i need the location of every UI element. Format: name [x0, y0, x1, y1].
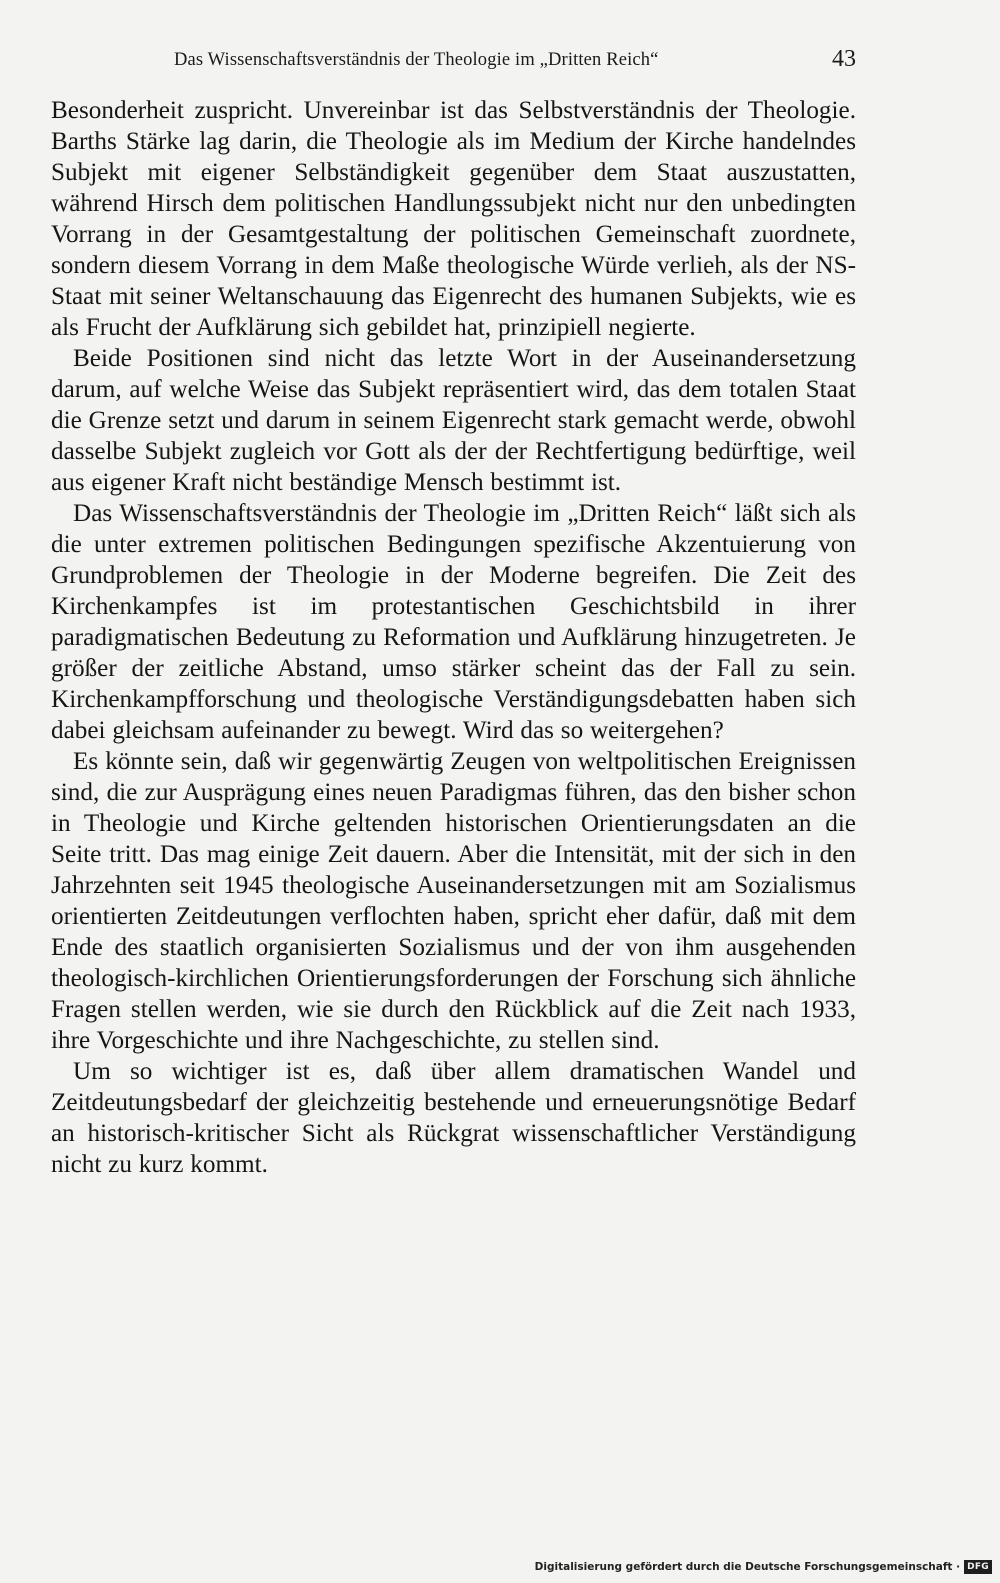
paragraph-2: Beide Positionen sind nicht das letzte Wort in der Auseinandersetzung darum, auf welche Weise das Subjekt repräsentiert wird, das dem totalen Staat die Grenze setzt und darum in seinem Eigenrecht stark gemacht werde, obwohl dasselbe Subjekt zugleich vor Gott als der der Rechtfertigung bedürftige, weil aus eigener Kraft nicht beständige Mensch bestimmt ist. [51, 345, 856, 496]
paragraph-3: Das Wissenschaftsverständnis der Theologie im „Dritten Reich“ läßt sich als die unter extremen politischen Bedingungen spezifische Akzentuierung von Grundproblemen der Theologie in der Moderne begreifen. Die Zeit des Kirchenkampfes ist im protestantischen Geschichtsbild in ihrer paradigmatischen Bedeutung zu Reformation und Aufklärung hinzugetreten. Je größer der zeitliche Abstand, umso stärker scheint das der Fall zu sein. Kirchenkampfforschung und theologische Verständigungsdebatten haben sich dabei gleichsam aufeinander zu bewegt. Wird das so weitergehen? [51, 500, 856, 744]
footer-credit: Digitalisierung gefördert durch die Deutsche Forschungsgemeinschaft · [534, 1561, 961, 1573]
paragraph-4: Es könnte sein, daß wir gegenwärtig Zeugen von weltpolitischen Ereignissen sind, die zur Ausprägung eines neuen Paradigmas führen, das den bisher schon in Theologie und Kirche geltenden historischen Orientierungsdaten an die Seite tritt. Das mag einige Zeit dauern. Aber die Intensität, mit der sich in den Jahrzehnten seit 1945 theologische Auseinandersetzungen mit am Sozialismus orientierten Zeitdeutungen verflochten haben, spricht eher dafür, daß mit dem Ende des staatlich organisierten Sozialismus und der von ihm ausgehenden theologisch-kirchlichen Orientierungsforderungen der Forschung sich ähnliche Fragen stellen werden, wie sie durch den Rückblick auf die Zeit nach 1933, ihre Vorgeschichte und ihre Nachgeschichte, zu stellen sind. [51, 748, 856, 1054]
dfg-logo-icon: DFG [964, 1560, 992, 1574]
paragraph-5: Um so wichtiger ist es, daß über allem dramatischen Wandel und Zeitdeutungsbedarf der gleichzeitig bestehende und erneuerungsnötige Bedarf an historisch-kritischer Sicht als Rückgrat wissenschaftlicher Verständigung nicht zu kurz kommt. [51, 1058, 856, 1178]
paragraph-1: Besonderheit zuspricht. Unvereinbar ist das Selbstverständnis der Theologie. Barths Stärke lag darin, die Theologie als im Medium der Kirche handelndes Subjekt mit eigener Selbständigkeit gegenüber dem Staat auszustatten, während Hirsch dem politischen Handlungssubjekt nicht nur den unbedingten Vorrang in der Gesamtgestaltung der politischen Gemeinschaft zuordnete, sondern diesem Vorrang in dem Maße theologische Würde verlieh, als der NS-Staat mit seiner Weltanschauung das Eigenrecht des humanen Subjekts, wie es als Frucht der Aufklärung sich gebildet hat, prinzipiell negierte. [51, 97, 856, 341]
digitization-footer [535, 1558, 992, 1576]
running-title: Das Wissenschaftsverständnis der Theologie im „Dritten Reich“ [174, 50, 659, 70]
running-head [50, 48, 856, 76]
page-number: 43 [832, 46, 856, 72]
body-text [51, 95, 856, 1180]
